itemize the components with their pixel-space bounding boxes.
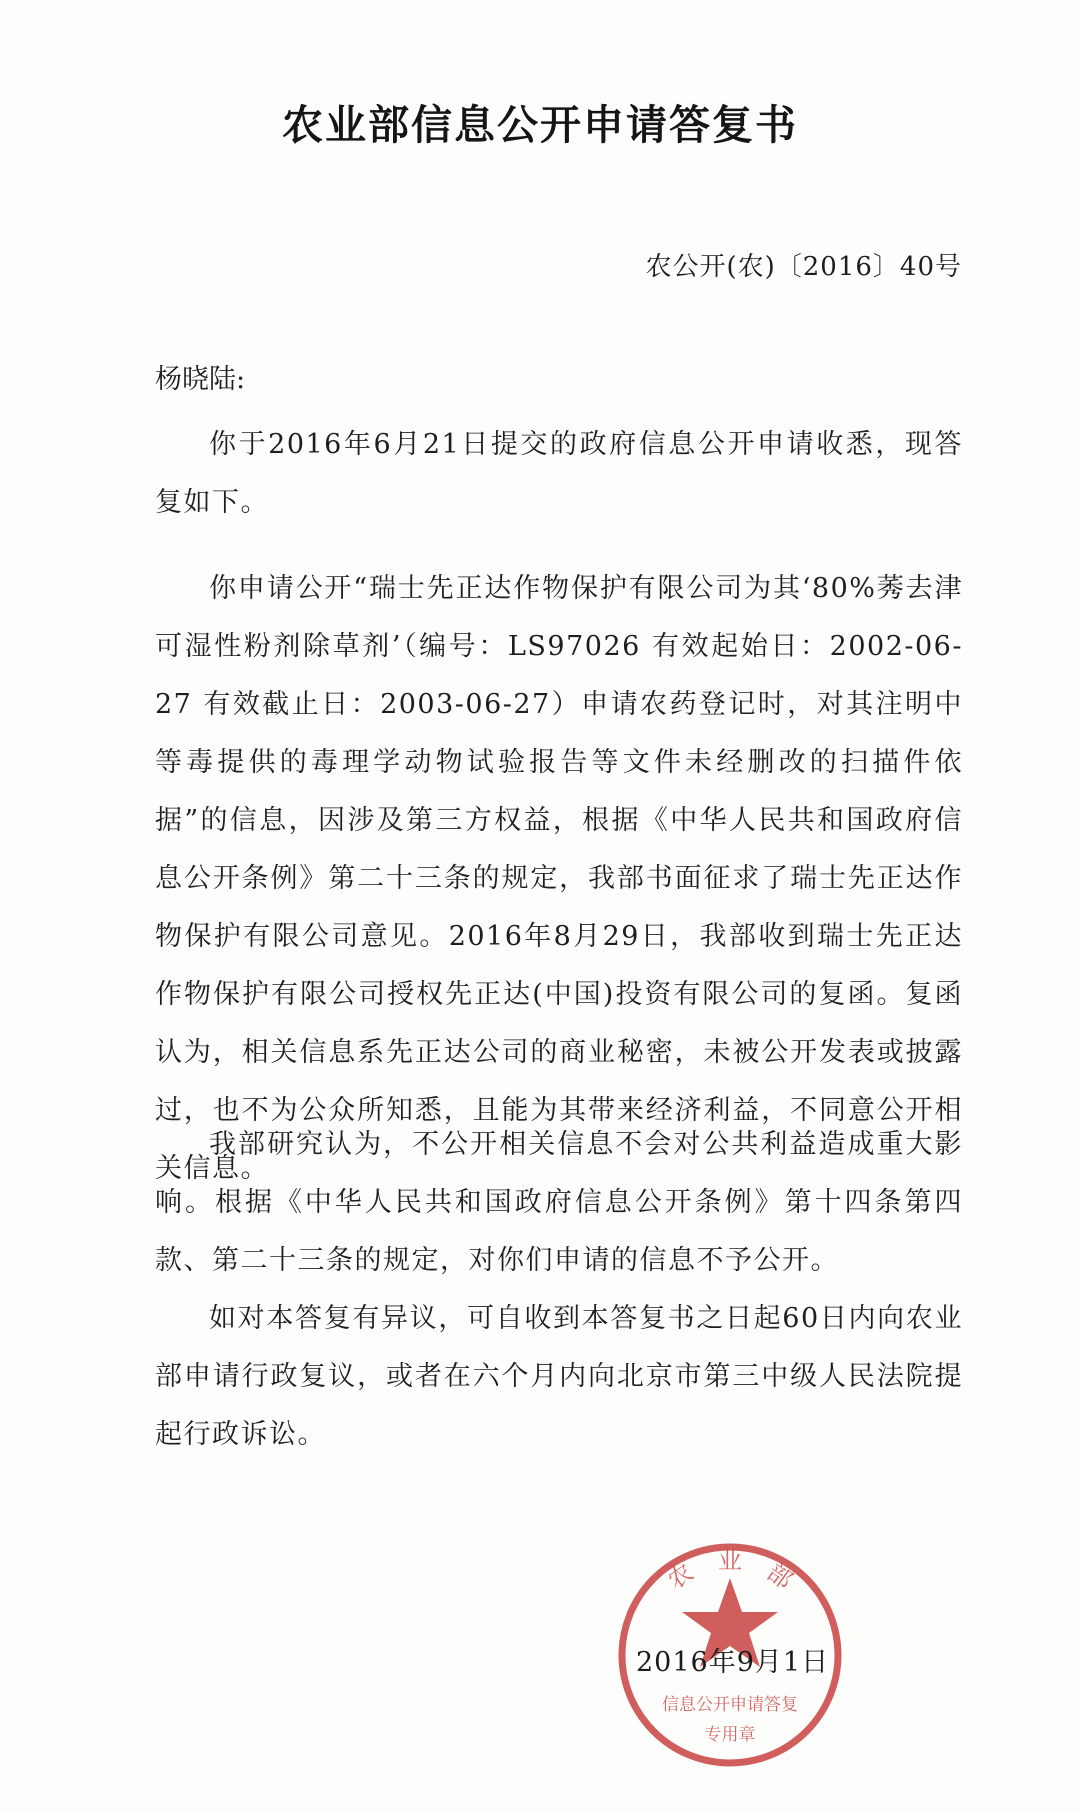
svg-text:专用章: 专用章 — [704, 1725, 756, 1745]
document-date: 2016年9月1日 — [636, 1647, 830, 1678]
svg-text:信息公开申请答复: 信息公开申请答复 — [662, 1695, 798, 1715]
paragraph-request-details: 你申请公开“瑞士先正达作物保护有限公司为其‘80%莠去津可湿性粉剂除草剂’（编号：LS97026 有效起始日：2002-06-27 有效截止日：2003-06-27）申请农药登记时，对其注明中等毒提供的毒理学动物试验报告等文件未经删改的扫描件依据”的信息，因涉及第三方权益，根据《中华人民共和国政府信息公开条例》第二十三条的规定，我部书面征求了瑞士先正达作物保护有限公司意见。2016年8月29日，我部收到瑞士先正达作物保护有限公司授权先正达(中国)投资有限公司的复函。复函认为，相关信息系先正达公司的商业秘密，未被公开发表或披露过，也不为公众所知悉，且能为其带来经济利益，不同意公开相关信息。 — [155, 573, 963, 1184]
paragraph-decision: 我部研究认为，不公开相关信息不会对公共利益造成重大影响。根据《中华人民共和国政府信息公开条例》第十四条第四款、第二十三条的规定，对你们申请的信息不予公开。 — [155, 1129, 963, 1276]
document-title: 农业部信息公开申请答复书 — [282, 101, 798, 149]
salutation: 杨晓陆: — [155, 364, 246, 395]
svg-text:农 业 部: 农 业 部 — [662, 1546, 798, 1595]
paragraph-appeal: 如对本答复有异议，可自收到本答复书之日起60日内向农业部申请行政复议，或者在六个月内向北京市第三中级人民法院提起行政诉讼。 — [155, 1303, 963, 1450]
document-number: 农公开(农)〔2016〕40号 — [645, 252, 962, 282]
paragraph-receipt: 你于2016年6月21日提交的政府信息公开申请收悉，现答复如下。 — [155, 429, 963, 518]
